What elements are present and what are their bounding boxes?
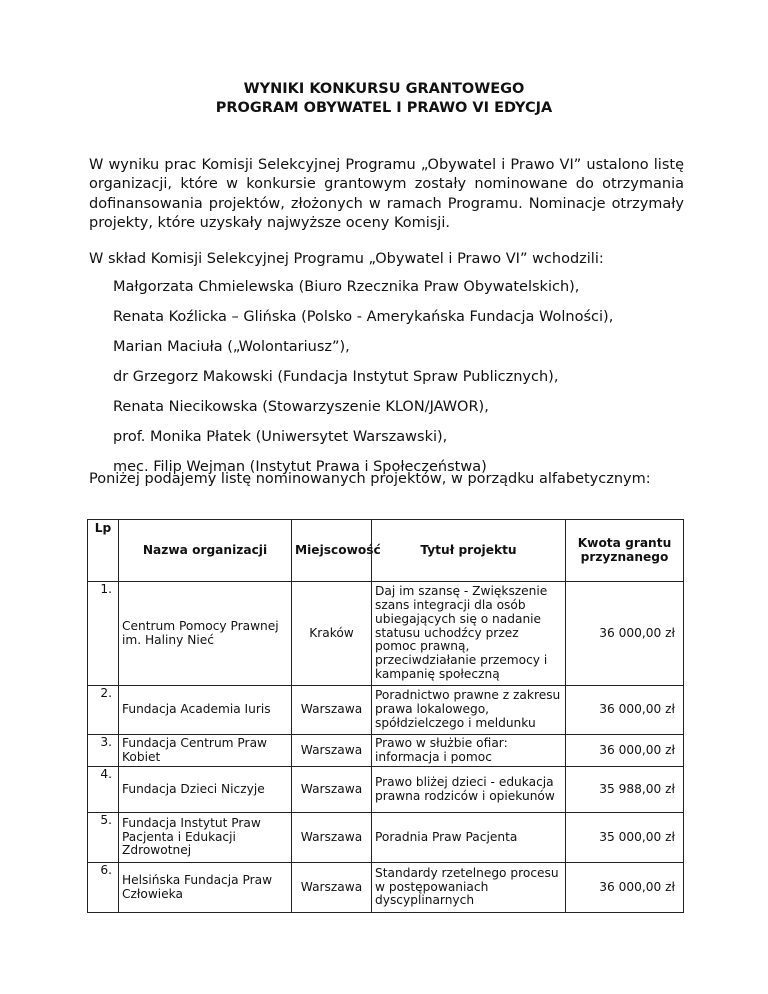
intro-paragraph: W wyniku prac Komisji Selekcyjnej Programu „Obywatel i Prawo VI” ustalono listę organizacji, które w konkursie grantowym zostały nominowane do otrzymania dofinansowania projektów, złożonych w ramach Programu. Nominacje otrzymały projekty, które uzyskały najwyższe oceny Komisji. <box>89 157 684 231</box>
committee-member: Marian Maciuła („Wolontariusz”), <box>113 339 350 355</box>
committee-member: Małgorzata Chmielewska (Biuro Rzecznika Praw Obywatelskich), <box>113 279 580 295</box>
header-lp: Lp <box>88 520 119 582</box>
header-amount: Kwota grantu przyznanego <box>566 520 684 582</box>
table-row <box>88 767 684 813</box>
document-title <box>0 80 768 118</box>
title-line-1: WYNIKI KONKURSU GRANTOWEGO <box>243 81 525 97</box>
cell-project: Poradnictwo prawne z zakresu prawa lokalowego, spółdzielczego i meldunku <box>372 686 566 735</box>
table-row <box>88 735 684 767</box>
header-project: Tytuł projektu <box>372 520 566 582</box>
cell-city: Warszawa <box>292 735 372 767</box>
cell-org: Fundacja Dzieci Niczyje <box>119 767 292 813</box>
table-row <box>88 863 684 913</box>
table-row <box>88 582 684 686</box>
cell-amount: 36 000,00 zł <box>566 863 684 913</box>
cell-lp: 5. <box>88 813 119 863</box>
committee-list <box>113 272 733 482</box>
cell-amount: 35 000,00 zł <box>566 813 684 863</box>
title-line-2: PROGRAM OBYWATEL I PRAWO VI EDYCJA <box>215 100 553 116</box>
cell-project: Standardy rzetelnego procesu w postępowaniach dyscyplinarnych <box>372 863 566 913</box>
table-row <box>88 813 684 863</box>
cell-lp: 2. <box>88 686 119 735</box>
table-row <box>88 686 684 735</box>
cell-project: Poradnia Praw Pacjenta <box>372 813 566 863</box>
cell-lp: 3. <box>88 735 119 767</box>
cell-city: Warszawa <box>292 767 372 813</box>
grants-table <box>87 519 684 913</box>
committee-member: Renata Niecikowska (Stowarzyszenie KLON/JAWOR), <box>113 399 489 415</box>
committee-intro: W skład Komisji Selekcyjnej Programu „Obywatel i Prawo VI” wchodzili: <box>89 251 604 267</box>
cell-project: Prawo w służbie ofiar: informacja i pomoc <box>372 735 566 767</box>
header-city: Miejscowość <box>292 520 372 582</box>
committee-member: mec. Filip Wejman (Instytut Prawa i Społeczeństwa) <box>113 459 487 475</box>
cell-org: Centrum Pomocy Prawnej im. Haliny Nieć <box>119 582 292 686</box>
cell-org: Fundacja Centrum Praw Kobiet <box>119 735 292 767</box>
cell-city: Warszawa <box>292 863 372 913</box>
cell-org: Helsińska Fundacja Praw Człowieka <box>119 863 292 913</box>
cell-lp: 6. <box>88 863 119 913</box>
committee-member: Renata Koźlicka – Glińska (Polsko - Amerykańska Fundacja Wolności), <box>113 309 614 325</box>
cell-lp: 4. <box>88 767 119 813</box>
cell-lp: 1. <box>88 582 119 686</box>
cell-city: Warszawa <box>292 813 372 863</box>
cell-amount: 36 000,00 zł <box>566 686 684 735</box>
cell-city: Warszawa <box>292 686 372 735</box>
committee-member: prof. Monika Płatek (Uniwersytet Warszawski), <box>113 429 448 445</box>
cell-city: Kraków <box>292 582 372 686</box>
cell-project: Daj im szansę - Zwiększenie szans integracji dla osób ubiegających się o nadanie statusu uchodźcy przez pomoc prawną, przeciwdziałanie przemocy i kampanię społeczną <box>372 582 566 686</box>
cell-amount: 35 988,00 zł <box>566 767 684 813</box>
header-org: Nazwa organizacji <box>119 520 292 582</box>
cell-org: Fundacja Academia Iuris <box>119 686 292 735</box>
cell-amount: 36 000,00 zł <box>566 582 684 686</box>
table-header-row <box>88 520 684 582</box>
list-intro: Poniżej podajemy listę nominowanych projektów, w porządku alfabetycznym: <box>89 471 651 487</box>
committee-member: dr Grzegorz Makowski (Fundacja Instytut Spraw Publicznych), <box>113 369 559 385</box>
cell-project: Prawo bliżej dzieci - edukacja prawna rodziców i opiekunów <box>372 767 566 813</box>
cell-org: Fundacja Instytut Praw Pacjenta i Edukacji Zdrowotnej <box>119 813 292 863</box>
cell-amount: 36 000,00 zł <box>566 735 684 767</box>
